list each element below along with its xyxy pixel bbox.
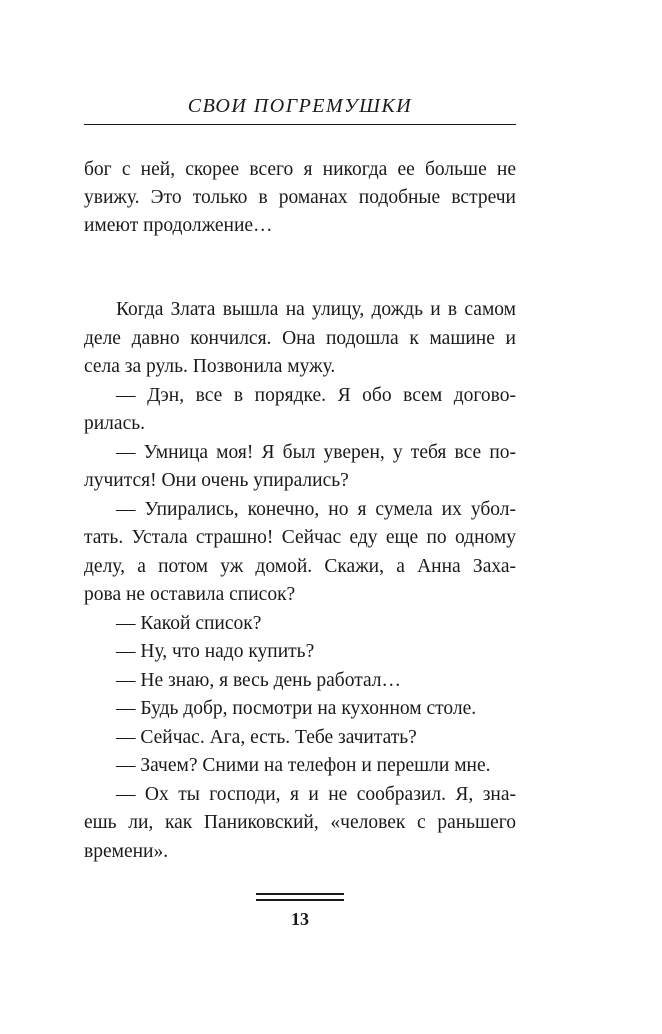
footer-rule-bottom bbox=[256, 899, 344, 901]
text-line: лучится! Они очень упирались? bbox=[84, 470, 349, 491]
text-line: — Упирались, конечно, но я сумела их убол- bbox=[116, 499, 516, 520]
running-header: СВОИ ПОГРЕМУШКИ bbox=[187, 95, 413, 117]
text-line: — Дэн, все в порядке. Я обо всем догово- bbox=[116, 385, 516, 406]
text-line: — Умница моя! Я был уверен, у тебя все по- bbox=[116, 442, 516, 463]
page-number: 13 bbox=[291, 909, 309, 929]
text-line: рова не оставила список? bbox=[84, 584, 296, 605]
text-line: увижу. Это только в романах подобные встречи bbox=[84, 187, 516, 208]
text-line: — Будь добр, посмотри на кухонном столе. bbox=[116, 698, 477, 719]
text-line: Когда Злата вышла на улицу, дождь и в самом bbox=[116, 299, 516, 320]
text-line: — Ох ты господи, я и не сообразил. Я, зна- bbox=[116, 784, 516, 805]
footer-rule-top bbox=[256, 893, 344, 895]
text-line: деле давно кончился. Она подошла к машине и bbox=[84, 328, 516, 349]
text-line: — Не знаю, я весь день работал… bbox=[116, 670, 402, 691]
text-line: времени». bbox=[84, 841, 169, 862]
text-line: села за руль. Позвонила мужу. bbox=[84, 356, 336, 377]
text-line: делу, а потом уж домой. Скажи, а Анна Заха- bbox=[84, 556, 516, 577]
text-line: — Ну, что надо купить? bbox=[116, 641, 315, 662]
text-line: — Какой список? bbox=[116, 613, 262, 634]
text-line: тать. Устала страшно! Сейчас еду еще по одному bbox=[84, 527, 516, 548]
text-line: имеют продолжение… bbox=[84, 215, 273, 236]
text-line: — Сейчас. Ага, есть. Тебе зачитать? bbox=[116, 727, 417, 748]
text-line: ешь ли, как Паниковский, «человек с раньшего bbox=[84, 812, 516, 833]
text-line: бог с ней, скорее всего я никогда ее больше не bbox=[84, 159, 516, 180]
text-line: рилась. bbox=[84, 413, 145, 434]
text-line: — Зачем? Сними на телефон и перешли мне. bbox=[116, 755, 491, 776]
header-divider bbox=[84, 124, 516, 125]
